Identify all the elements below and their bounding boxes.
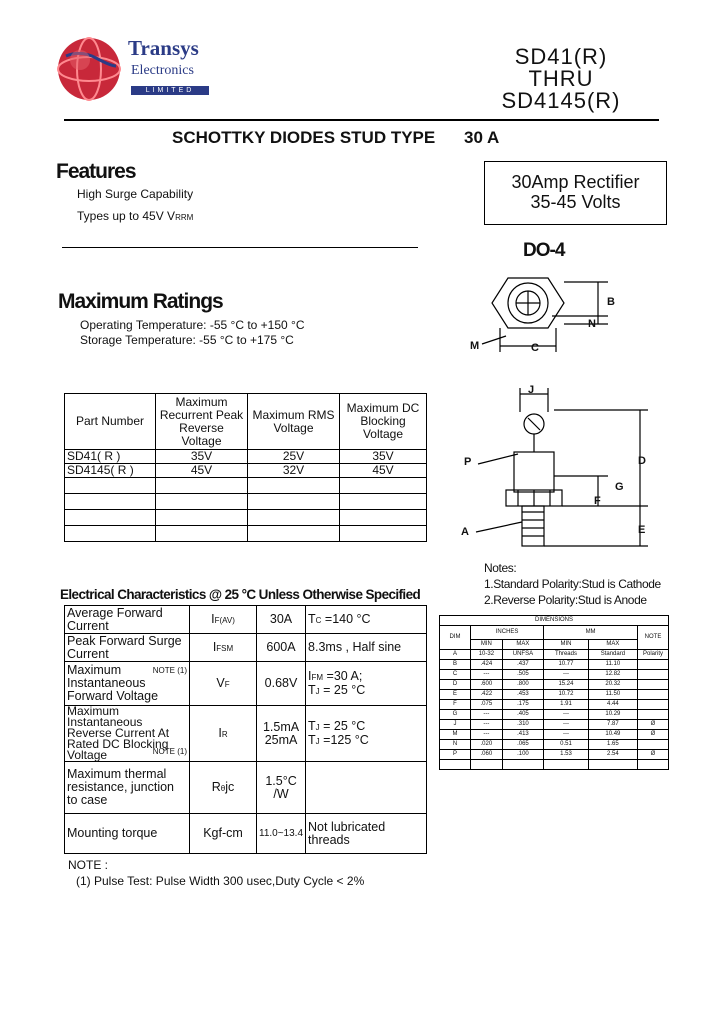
notes-heading: Notes: <box>484 561 517 575</box>
label-g: G <box>615 481 624 493</box>
title-rating: 30 A <box>464 128 500 147</box>
note-2: 2.Reverse Polarity:Stud is Anode <box>484 593 647 607</box>
table-row: SD4145( R ) 45V 32V 45V <box>65 464 427 478</box>
elec-heading: Electrical Characteristics @ 25 °C Unless Otherwise Specified <box>60 587 421 602</box>
table-row-empty <box>65 510 427 526</box>
ratings-table <box>64 393 427 542</box>
features-rule <box>62 247 418 248</box>
dimensions-table: DIMENSIONS DIM INCHES MM NOTE MIN MAX MIN MAX A 10-32 UNFSA Threads Standard Polarity B .424 .437 10.77 11.10 C --- .505 --- 12.82 D .600 .800 15.24 20.32 E .422 .453 10.72 11.50 F .075 .175 1.91 4.44 G --- .405 --- 10.29 J --- .310 --- 7.87 Ø M --- .413 --- 10.49 Ø N .020 .065 0.51 1.65 P .060 .100 1.53 2.54 Ø <box>439 615 669 770</box>
feature-item: High Surge Capability <box>77 187 194 201</box>
table-row-empty <box>65 526 427 542</box>
brand-tag: LIMITED <box>131 86 209 95</box>
col-dc-blocking: Maximum DC Blocking Voltage <box>340 394 427 450</box>
part-thru: THRU <box>528 66 594 91</box>
header-rule <box>64 119 659 121</box>
label-j: J <box>528 384 535 396</box>
table-row: F .075 .175 1.91 4.44 <box>440 700 669 710</box>
summary-line-1: 30Amp Rectifier <box>511 172 640 192</box>
table-row: Maximum Instantaneous Forward Voltage NOTE (1) VF 0.68V IFM =30 A; TJ = 25 °C <box>65 662 427 706</box>
table-row: Maximum thermal resistance, junction to case Rθjc 1.5°C /W <box>65 762 427 814</box>
package-name: DO-4 <box>523 240 565 261</box>
table-row: B .424 .437 10.77 11.10 <box>440 660 669 670</box>
storage-temp: Storage Temperature: -55 °C to +175 °C <box>80 333 294 347</box>
package-side-view <box>458 382 658 552</box>
label-e: E <box>638 524 646 536</box>
table-row: A 10-32 UNFSA Threads Standard Polarity <box>440 650 669 660</box>
company-logo <box>56 36 122 102</box>
col-part-number: Part Number <box>65 394 156 450</box>
note-1: 1.Standard Polarity:Stud is Cathode <box>484 577 661 591</box>
operating-temp: Operating Temperature: -55 °C to +150 °C <box>80 318 305 332</box>
brand-sub: Electronics <box>131 63 194 78</box>
features-heading: Features <box>56 160 136 183</box>
footnote-heading: NOTE : <box>68 858 109 872</box>
col-peak-reverse: Maximum Recurrent Peak Reverse Voltage <box>156 394 248 450</box>
footnote-1: (1) Pulse Test: Pulse Width 300 usec,Duty Cycle < 2% <box>76 874 365 888</box>
table-row: D .600 .800 15.24 20.32 <box>440 680 669 690</box>
table-row: P .060 .100 1.53 2.54 Ø <box>440 750 669 760</box>
package-top-view <box>460 270 630 360</box>
label-c: C <box>531 342 539 354</box>
table-row: Mounting torque Kgf-cm 11.0~13.4 Not lubricated threads <box>65 814 427 854</box>
label-d: D <box>638 455 646 467</box>
max-ratings-heading: Maximum Ratings <box>58 290 223 313</box>
page-title: SCHOTTKY DIODES STUD TYPE <box>172 128 436 147</box>
table-row: E .422 .453 10.72 11.50 <box>440 690 669 700</box>
feature-item: Types up to 45V VRRM <box>77 209 194 223</box>
table-row-empty <box>65 494 427 510</box>
table-row: J --- .310 --- 7.87 Ø <box>440 720 669 730</box>
summary-line-2: 35-45 Volts <box>530 192 621 212</box>
table-row: N .020 .065 0.51 1.65 <box>440 740 669 750</box>
table-row: Peak Forward Surge Current IFSM 600A 8.3ms , Half sine <box>65 634 427 662</box>
table-row: M --- .413 --- 10.49 Ø <box>440 730 669 740</box>
table-row: Average Forward Current IF(AV) 30A TC =140 °C <box>65 606 427 634</box>
label-p: P <box>464 456 472 468</box>
part-number-2: SD4145(R) <box>501 88 621 113</box>
label-m: M <box>470 340 480 352</box>
label-n: N <box>588 318 596 330</box>
dims-title: DIMENSIONS <box>440 616 669 626</box>
label-f: F <box>594 495 601 507</box>
table-row: C --- .505 --- 12.82 <box>440 670 669 680</box>
label-b: B <box>607 296 615 308</box>
brand-name: Transys <box>128 36 199 60</box>
label-a: A <box>461 526 469 538</box>
col-rms: Maximum RMS Voltage <box>248 394 340 450</box>
part-number-1: SD41(R) <box>514 44 608 69</box>
table-row: Maximum Instantaneous Reverse Current At Rated DC Blocking Voltage NOTE (1) IR 1.5mA 25mA TJ = 25 °C TJ =125 °C <box>65 706 427 762</box>
elec-table <box>64 605 427 854</box>
table-row: G --- .405 --- 10.29 <box>440 710 669 720</box>
table-row: SD41( R ) 35V 25V 35V <box>65 450 427 464</box>
table-row-empty <box>65 478 427 494</box>
summary-box <box>484 161 667 225</box>
